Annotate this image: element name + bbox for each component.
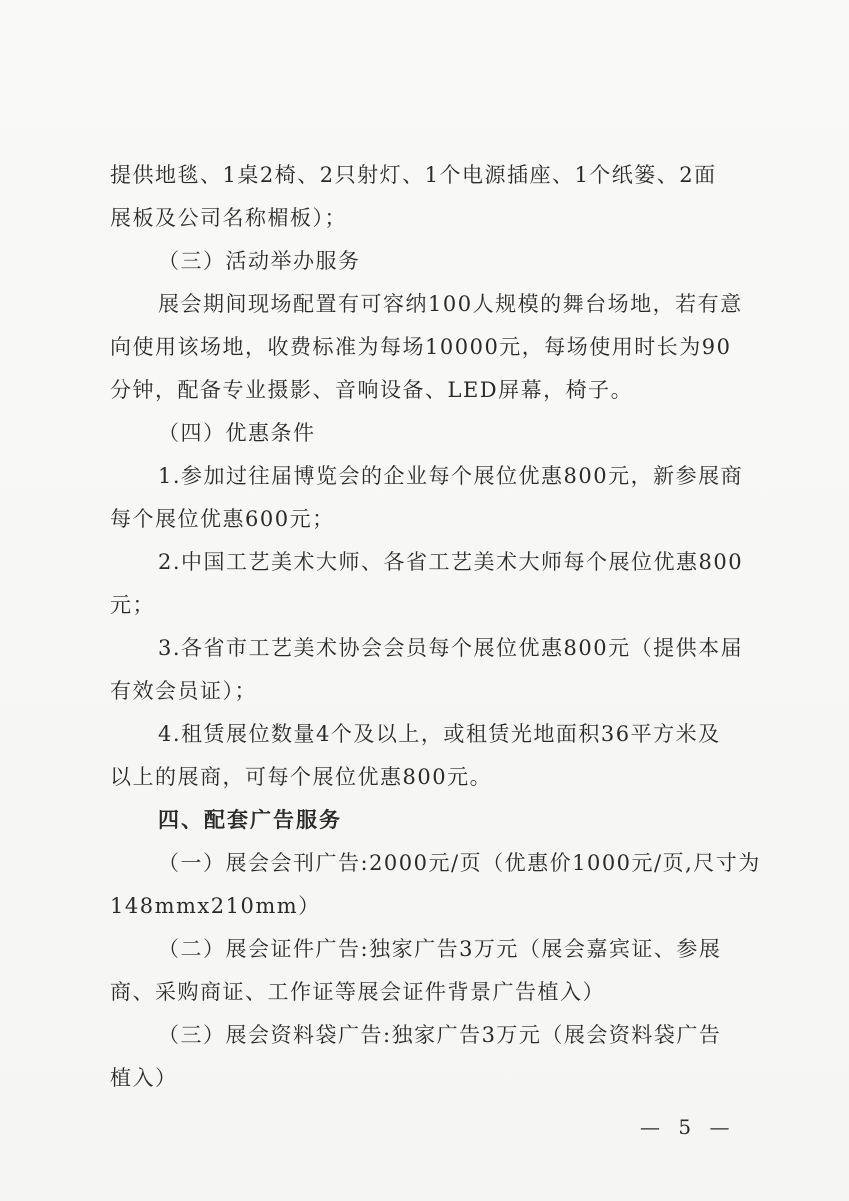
paragraph-line: 4.租赁展位数量4个及以上，或租赁光地面积36平方米及 <box>158 722 721 746</box>
paragraph-line: 元； <box>110 593 155 617</box>
paragraph-line: （一）展会会刊广告:2000元/页（优惠价1000元/页,尺寸为 <box>158 851 761 875</box>
paragraph-line: 植入） <box>110 1066 178 1090</box>
section-subheading: （四）优惠条件 <box>158 421 316 445</box>
paragraph-line: 2.中国工艺美术大师、各省工艺美术大师每个展位优惠800 <box>158 550 744 574</box>
paragraph-line: 分钟，配备专业摄影、音响设备、LED屏幕，椅子。 <box>110 378 634 402</box>
paragraph-line: 3.各省市工艺美术协会会员每个展位优惠800元（提供本届 <box>158 636 744 660</box>
paragraph-line: 展会期间现场配置有可容纳100人规模的舞台场地，若有意 <box>158 292 743 316</box>
paragraph-line: 提供地毯、1桌2椅、2只射灯、1个电源插座、1个纸篓、2面 <box>110 163 717 187</box>
paragraph-line: 1.参加过往届博览会的企业每个展位优惠800元，新参展商 <box>158 464 744 488</box>
paragraph-line: 向使用该场地，收费标准为每场10000元，每场使用时长为90 <box>110 335 732 359</box>
paragraph-line: （二）展会证件广告:独家广告3万元（展会嘉宾证、参展 <box>158 937 722 961</box>
paragraph-line: 商、采购商证、工作证等展会证件背景广告植入） <box>110 980 605 1004</box>
paragraph-line: 展板及公司名称楣板）； <box>110 206 347 230</box>
paragraph-line: 有效会员证）； <box>110 679 257 703</box>
paragraph-line: 每个展位优惠600元； <box>110 507 335 531</box>
paragraph-line: 以上的展商，可每个展位优惠800元。 <box>110 765 493 789</box>
paragraph-line: 148mmx210mm） <box>110 894 321 918</box>
paragraph-line: （三）展会资料袋广告:独家广告3万元（展会资料袋广告 <box>158 1023 722 1047</box>
section-subheading: （三）活动举办服务 <box>158 249 361 273</box>
page-number: — 5 — <box>640 1115 736 1139</box>
section-heading: 四、配套广告服务 <box>158 808 342 832</box>
